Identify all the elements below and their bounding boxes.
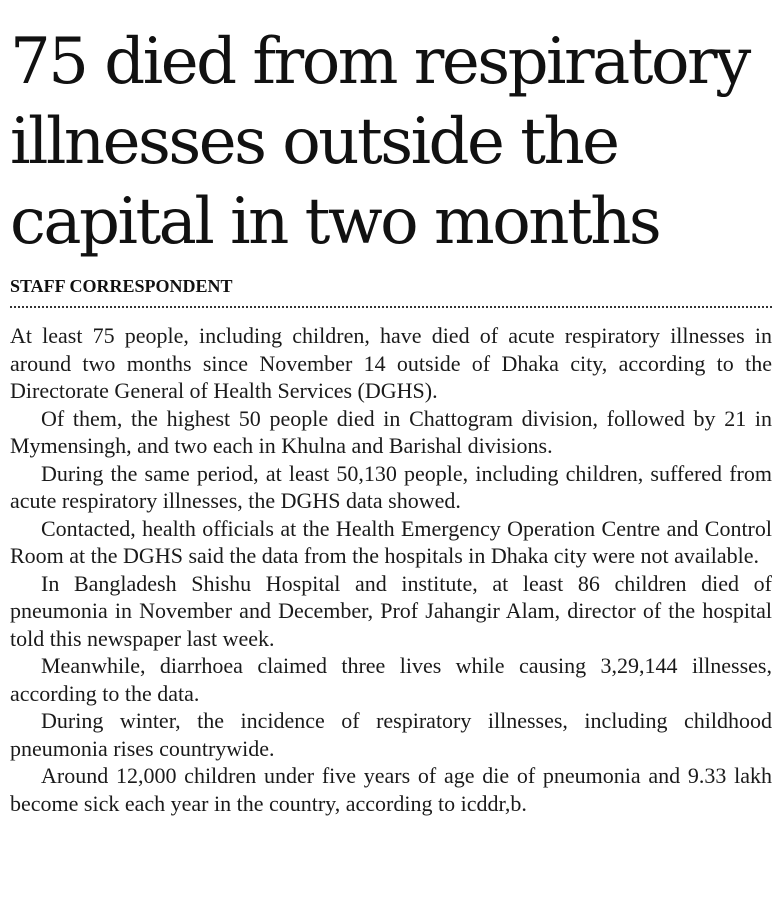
- headline: [10, 0, 772, 262]
- paragraph: Of them, the highest 50 people died in Chattogram division, followed by 21 in Mymensingh, and two each in Khulna and Barishal divisions.: [10, 405, 772, 458]
- paragraph: Contacted, health officials at the Health Emergency Operation Centre and Control Room at the DGHS said the data from the hospitals in Dhaka city were not available.: [10, 515, 772, 568]
- paragraph: During the same period, at least 50,130 people, including children, suffered from acute respiratory illnesses, the DGHS data showed.: [10, 460, 772, 513]
- paragraph: In Bangladesh Shishu Hospital and institute, at least 86 children died of pneumonia in November and December, Prof Jahangir Alam, director of the hospital told this newspaper last week.: [10, 570, 772, 651]
- paragraph: During winter, the incidence of respiratory illnesses, including childhood pneumonia rises countrywide.: [10, 708, 772, 761]
- paragraph: Meanwhile, diarrhoea claimed three lives while causing 3,29,144 illnesses, according to the data.: [10, 653, 772, 706]
- paragraph: At least 75 people, including children, have died of acute respiratory illnesses in around two months since November 14 outside of Dhaka city, according to the Directorate General of Health Services (DGHS).: [10, 323, 772, 403]
- paragraph: Around 12,000 children under five years of age die of pneumonia and 9.33 lakh become sick each year in the country, according to icddr,b.: [10, 763, 772, 816]
- byline: STAFF CORRESPONDENT: [10, 276, 233, 296]
- headline-line: illnesses outside the: [10, 105, 618, 179]
- headline-line: 75 died from respiratory: [10, 25, 749, 99]
- headline-line: capital in two months: [10, 185, 660, 259]
- news-article: [10, 0, 772, 817]
- article-body: [10, 322, 772, 817]
- dotted-divider: [10, 306, 772, 308]
